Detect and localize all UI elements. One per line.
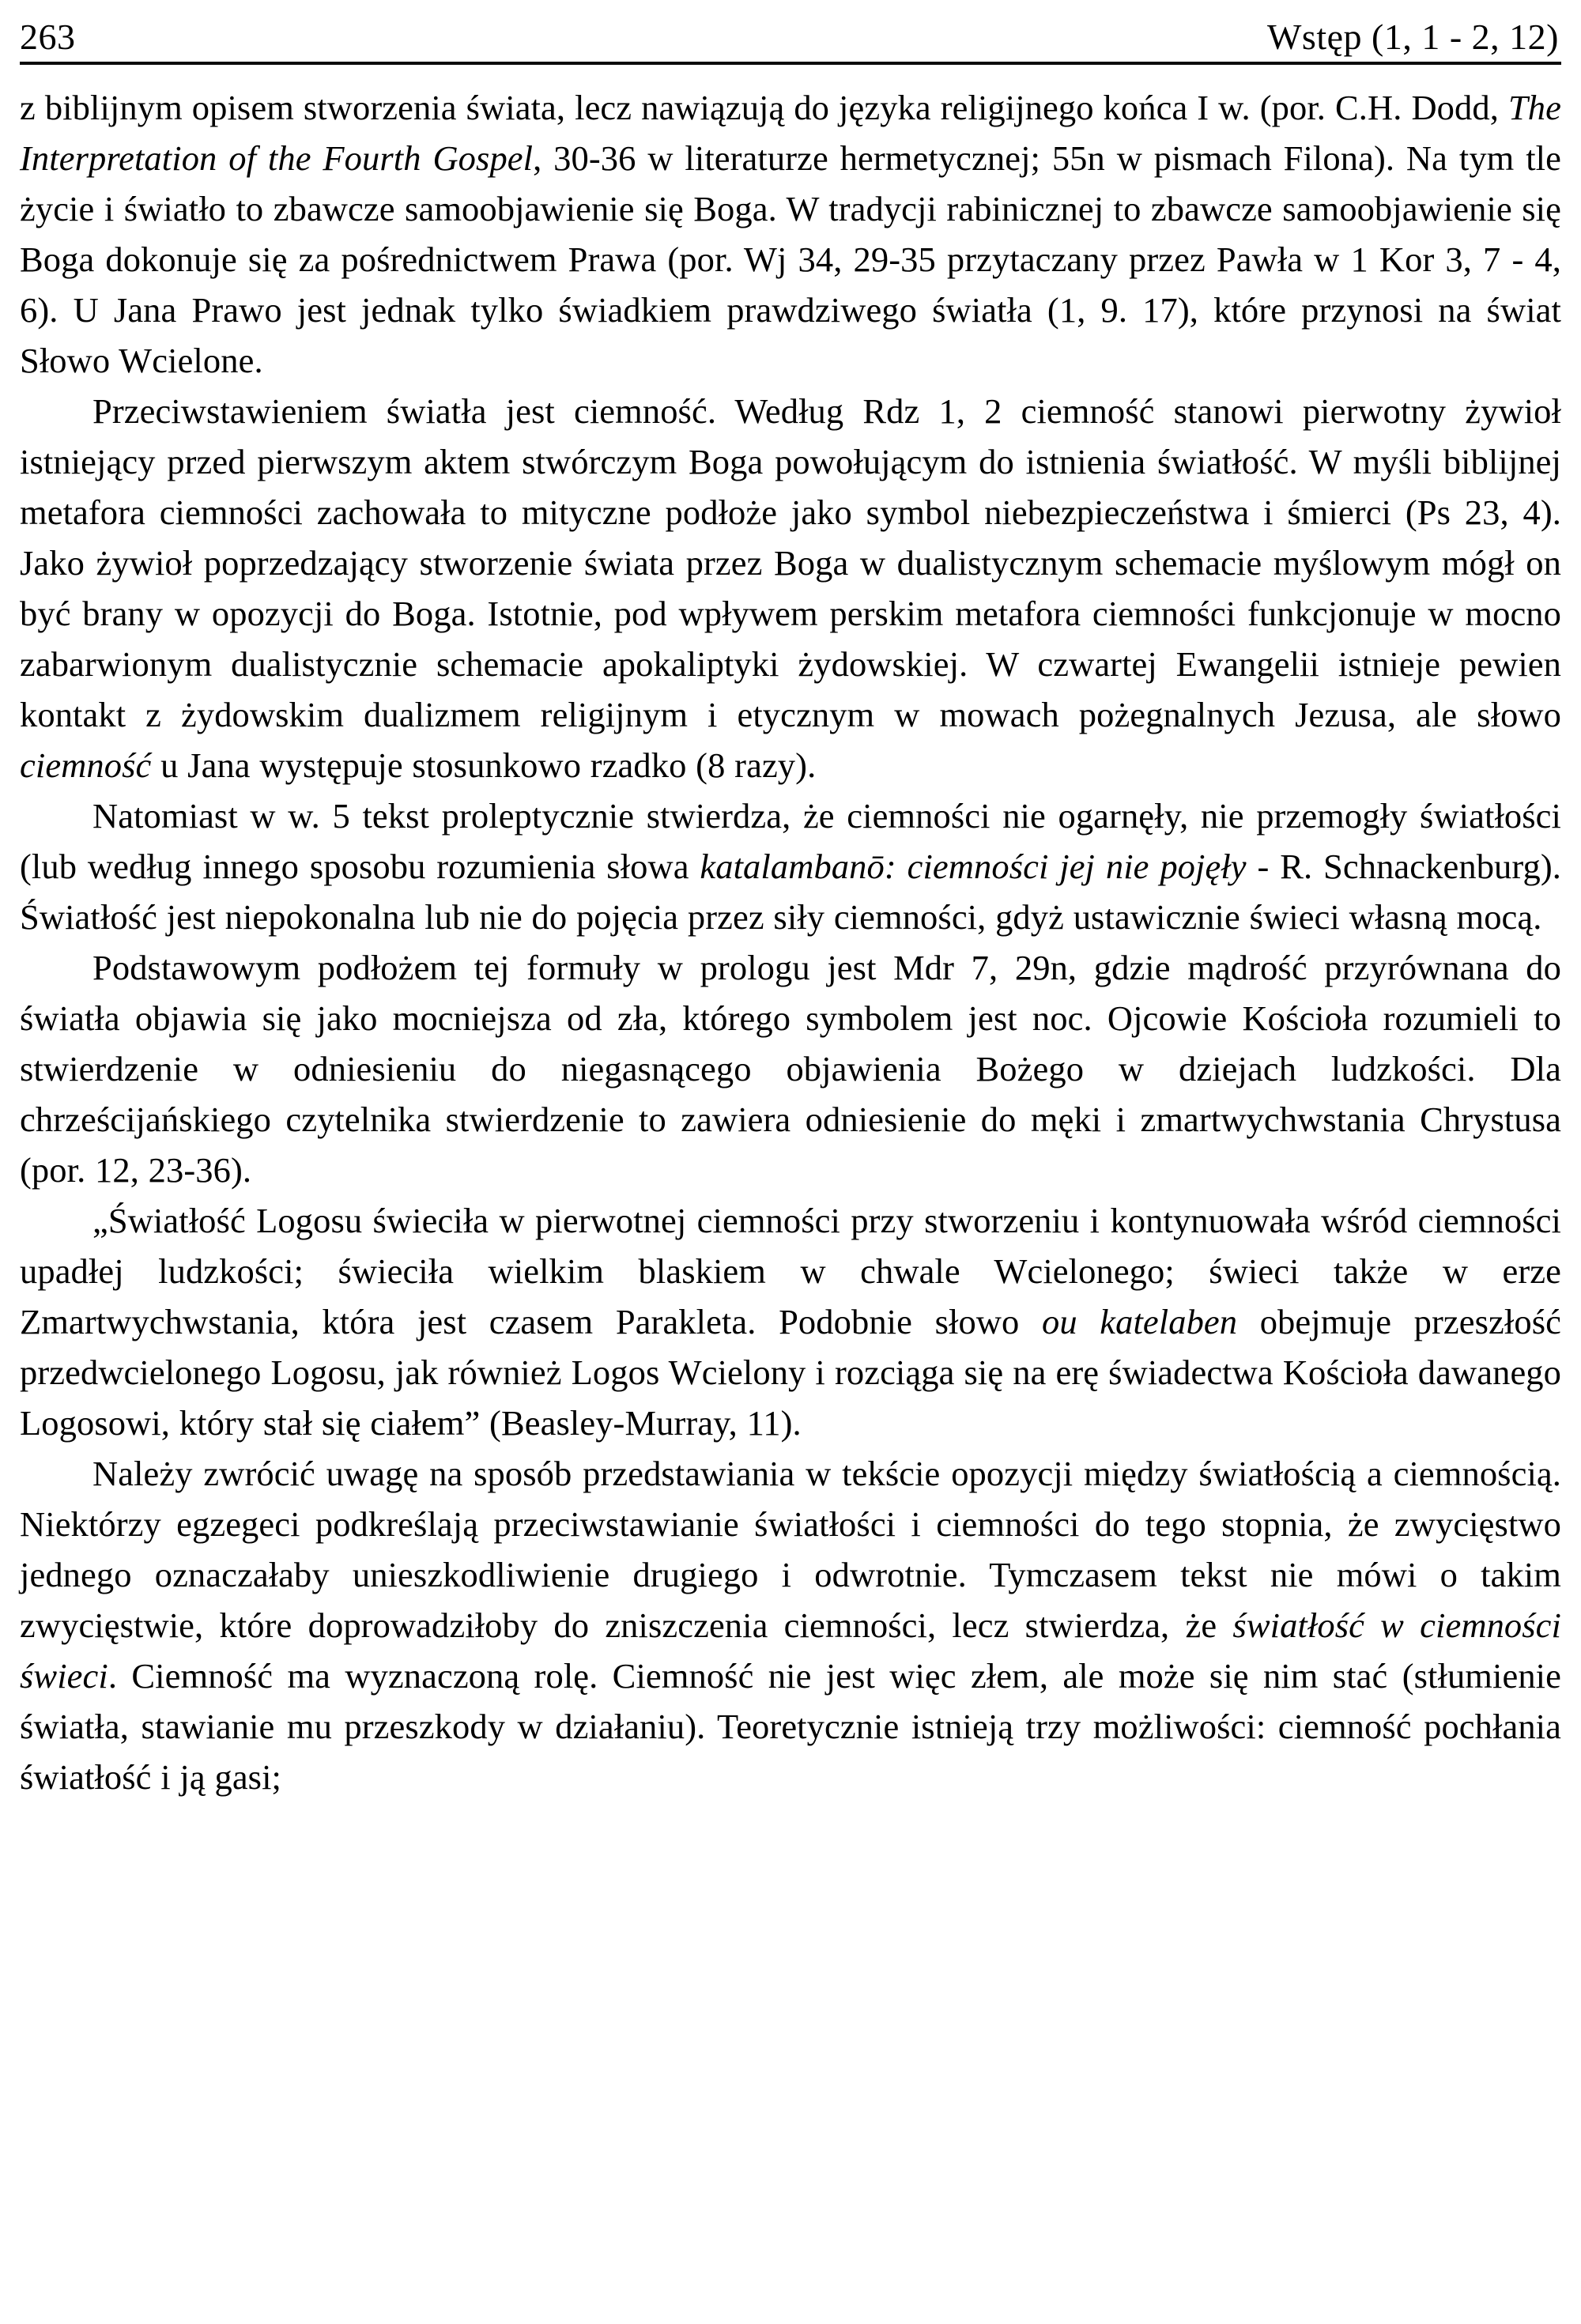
- text-run: u Jana występuje stosunkowo rzadko (8 razy).: [151, 745, 817, 785]
- paragraph: [20, 386, 1561, 790]
- text-run: Natomiast w w. 5 tekst proleptycznie stwierdza, że ciemności nie ogarnęły, nie przemogły światłości (lub według innego sposobu rozumienia słowa: [20, 796, 1561, 886]
- paragraph: [20, 790, 1561, 942]
- text-run: . Ciemność ma wyznaczoną rolę. Ciemność nie jest więc złem, ale może się nim stać (stłumienie światła, stawianie mu przeszkody w działaniu). Teoretycznie istnieją trzy możliwości: ciemność pochłania światłość i ją gasi;: [20, 1656, 1561, 1797]
- text-run: „Światłość Logosu świeciła w pierwotnej ciemności przy stworzeniu i kontynuowała wśród ciemności upadłej ludzkości; świeciła wielkim blaskiem w chwale Wcielonego; świeci także w erze Zmartwychwstania, która jest czasem Parakleta. Podobnie słowo: [20, 1201, 1561, 1341]
- italic-phrase: The Interpretation of the Fourth Gospel: [20, 88, 1561, 178]
- header-divider: [20, 62, 1561, 65]
- italic-phrase: katalambanō: ciemności jej nie pojęły: [700, 847, 1247, 886]
- body-text: [20, 82, 1561, 1802]
- text-run: Należy zwrócić uwagę na sposób przedstawiania w tekście opozycji między światłością a ciemnością. Niektórzy egzegeci podkreślają przeciwstawianie światłości i ciemności do tego stopnia, że zwycięstwo jednego oznaczałaby unieszkodliwienie drugiego i odwrotnie. Tymczasem tekst nie mówi o takim zwycięstwie, które doprowadziłoby do zniszczenia ciemności, lecz stwierdza, że: [20, 1454, 1561, 1645]
- paragraph: [20, 82, 1561, 386]
- page-number: 263: [20, 17, 76, 57]
- running-head: [20, 0, 1561, 55]
- paragraph: [20, 1195, 1561, 1448]
- text-run: z biblijnym opisem stworzenia świata, lecz nawiązują do języka religijnego końca I w. (por. C.H. Dodd,: [20, 88, 1508, 127]
- text-run: , 30-36 w literaturze hermetycznej; 55n w pismach Filona). Na tym tle życie i światło to zbawcze samoobjawienie się Boga. W tradycji rabinicznej to zbawcze samoobjawienie się Boga dokonuje się za pośrednictwem Prawa (por. Wj 34, 29-35 przytaczany przez Pawła w 1 Kor 3, 7 - 4, 6). U Jana Prawo jest jednak tylko świadkiem prawdziwego światła (1, 9. 17), które przynosi na świat Słowo Wcielone.: [20, 138, 1561, 380]
- text-run: Przeciwstawieniem światła jest ciemność. Według Rdz 1, 2 ciemność stanowi pierwotny żywioł istniejący przed pierwszym aktem stwórczym Boga powołującym do istnienia światłość. W myśli biblijnej metafora ciemności zachowała to mityczne podłoże jako symbol niebezpieczeństwa i śmierci (Ps 23, 4). Jako żywioł poprzedzający stworzenie świata przez Boga w dualistycznym schemacie myślowym mógł on być brany w opozycji do Boga. Istotnie, pod wpływem perskim metafora ciemności funkcjonuje w mocno zabarwionym dualistycznie schemacie apokaliptyki żydowskiej. W czwartej Ewangelii istnieje pewien kontakt z żydowskim dualizmem religijnym i etycznym w mowach pożegnalnych Jezusa, ale słowo: [20, 391, 1561, 734]
- running-title: Wstęp (1, 1 - 2, 12): [1267, 17, 1559, 57]
- italic-phrase: ou katelaben: [1041, 1302, 1238, 1341]
- paragraph: [20, 942, 1561, 1195]
- text-run: Podstawowym podłożem tej formuły w prologu jest Mdr 7, 29n, gdzie mądrość przyrównana do światła objawia się jako mocniejsza od zła, którego symbolem jest noc. Ojcowie Kościoła rozumieli to stwierdzenie w odniesieniu do niegasnącego objawienia Bożego w dziejach ludzkości. Dla chrześcijańskiego czytelnika stwierdzenie to zawiera odniesienie do męki i zmartwychwstania Chrystusa (por. 12, 23-36).: [20, 948, 1561, 1190]
- italic-phrase: ciemność: [20, 745, 152, 785]
- text-run: obejmuje przeszłość przedwcielonego Logosu, jak również Logos Wcielony i rozciąga się na erę świadectwa Kościoła dawanego Logosowi, który stał się ciałem” (Beasley-Murray, 11).: [20, 1302, 1561, 1443]
- paragraph: [20, 1448, 1561, 1802]
- text-run: - R. Schnackenburg). Światłość jest niepokonalna lub nie do pojęcia przez siły ciemności, gdyż ustawicznie świeci własną mocą.: [20, 847, 1561, 937]
- italic-phrase: światłość w ciemności świeci: [20, 1605, 1561, 1696]
